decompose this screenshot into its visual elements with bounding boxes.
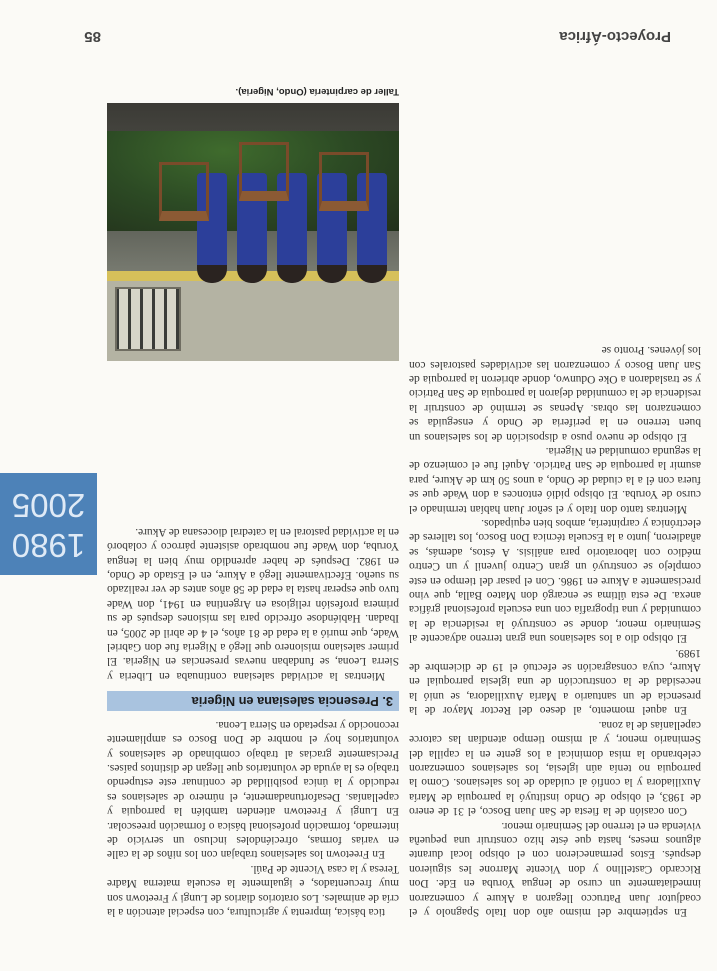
body-paragraph: Con ocasión de la fiesta de San Juan Bosco, el 31 de enero de 1983, el obispo de Ondo instituyó la parroquia de María Auxiliadora y la confió al cuidado de los salesianos. Como la parroquia no tenía aún iglesia, los salesianos comenzaron celebrando la misa dominical a los gente en la capilla del Seminario menor, y al mismo tiempo atendían las catorce capellanías de la zona.: [409, 718, 701, 818]
year-range-badge: [0, 473, 97, 575]
body-paragraph: En Freetown los salesianos trabajan con los niños de la calle en varias formas, ofreciéndoles incluso un servicio de internado, formación profesional básica o formación preescolar. En Lungi y Freetown atienden también la parroquia y capellanías. Desafortunadamente, el número de salesianos es reducido y la única posibilidad de continuar este estupendo trabajo es la ayuda de voluntarios que llegan de distintos países. Precisamente gracias al trabajo combinado de salesianos y voluntarios hoy el nombre de Don Bosco es ampliamente reconocido y respetado en Sierra Leona.: [107, 718, 399, 861]
body-paragraph: tica básica, imprenta y agricultura, con especial atención a la cría de animales. Los oratorios diarios de Lungi y Freetown son muy frecuentados, e igualmente la escuela materna Madre Teresa y la casa Vicente de Paúl.: [107, 862, 399, 918]
body-paragraph: En septiembre del mismo año don Italo Spagnolo y el coadjutor Juan Patrucco llegaron a Akure y comenzaron inmediatamente un curso de lengua Yoruba en Ede. Don Riccardo Castellino y don Vicente Marrone les siguieron después. Estos permanecieron con el obispo local durante algunos meses, hasta que éste hizo construir una pequeña vivienda en el terreno del Seminario menor.: [409, 819, 701, 918]
body-paragraph: Mientras tanto don Italo y el señor Juan habían terminado el curso de Yoruba. El obispo pidió entonces a don Wade que se fuera con él a la ciudad de Ondo, a unos 50 km de Akure, para asumir la parroquia de San Patricio. Aquél fue el comienzo de la segunda comunidad en Nigeria.: [409, 445, 701, 515]
year-start: 1980: [11, 527, 86, 564]
section-heading: 3. Presencia salesiana en Nigeria: [107, 691, 399, 711]
year-end: 2005: [11, 487, 86, 524]
body-paragraph: Mientras la actividad salesiana continuaba en Liberia y Sierra Leona, se fundaban nuevas presencias en Nigeria. El primer salesiano misionero que llegó a Nigeria fue don Gabriel Wade, que murió a la edad de 81 años, el 4 de abril de 2005, en Ibadan. Habiéndose ofrecido para las misiones después de su primera profesión religiosa en Argentina en 1941, don Wade tuvo que esperar hasta la edad de 58 años antes de ver realizado su sueño. Efectivamente llegó a Akure, en el Estado de Ondo, en 1982. Después de haber aprendido muy bien la lengua Yoruba, don Wade fue nombrado asistente párroco y colaboró en la actividad pastoral en la catedral diocesana de Akure.: [107, 525, 399, 682]
running-title: Proyecto-África: [559, 28, 671, 45]
photo-caption: Taller de carpintería (Ondo, Nigeria).: [235, 86, 399, 97]
left-column: [409, 343, 701, 919]
page-number: 85: [84, 28, 101, 45]
right-column: [107, 524, 399, 919]
body-paragraph: El obispo de nuevo puso a disposición de los salesianos un buen terreno en la periferia de Ondo y enseguida se comenzaron las obras. Apenas se terminó de construir la residencia de la comunidad dejaron la parroquia de San Patricio y se trasladaron a Oke Odunwo, donde abrieron la parroquia de San Juan Bosco y comenzaron las actividades pastorales con los jóvenes. Pronto se: [409, 344, 701, 443]
body-paragraph: En aquel momento, al deseo del Rector Mayor de la presencia de un santuario a María Auxiliadora, se unió la necesidad de la construcción de una iglesia parroquial en Akure, cuya consagración se efectuó el 19 de diciembre de 1989.: [409, 646, 701, 717]
body-paragraph: El obispo dio a los salesianos una gran terreno adyacente al Seminario menor, donde se construyó la residencia de la comunidad y una tipografía con una escuela profesional gráfica anexa. De esta última se encargó don Mateo Balla, que vino precisamente a Akure en 1986. Con el pasar del tiempo en este complejo se construyó un gran Centro juvenil y un Centro médico con laboratorio para análisis. A éstos, además, se añadieron, junto a la Escuela técnica Don Bosco, los talleres de electrónica y carpintería, ambos bien equipados.: [409, 517, 701, 645]
